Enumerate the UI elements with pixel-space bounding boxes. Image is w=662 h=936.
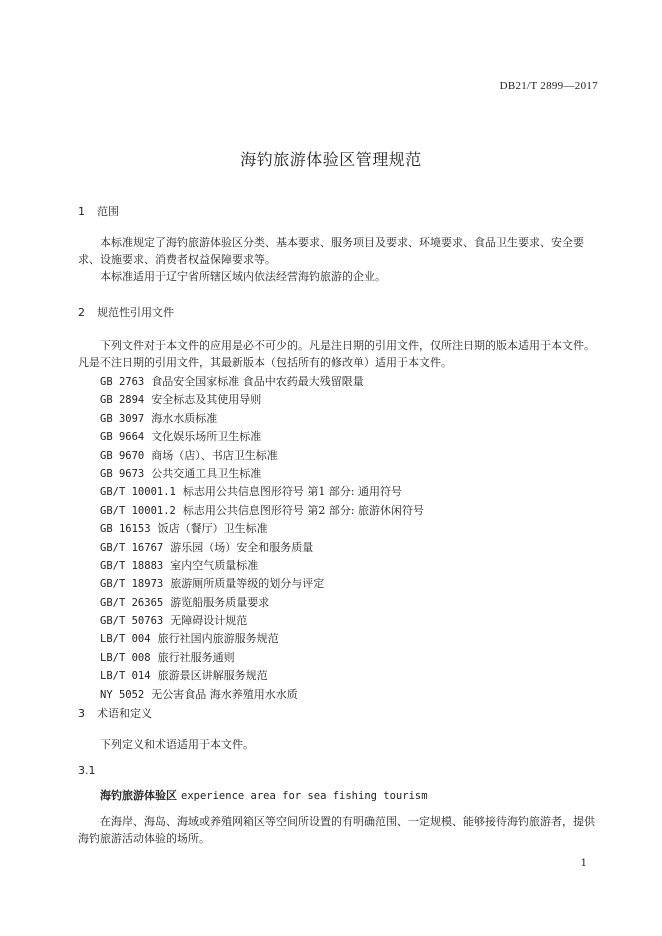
section-1-heading xyxy=(78,203,119,219)
section-1-paragraph-1: 本标准规定了海钓旅游体验区分类、基本要求、服务项目及要求、环境要求、食品卫生要求、安全要求、设施要求、消费者权益保障要求等。 xyxy=(78,236,584,266)
reference-code: GB 2763 xyxy=(100,376,145,388)
section-3-intro: 下列定义和术语适用于本文件。 xyxy=(100,738,254,751)
reference-code: GB 16153 xyxy=(100,523,151,536)
section-number: 1 xyxy=(78,205,85,218)
reference-code: GB/T 16767 xyxy=(100,541,164,554)
reference-title: 文化娱乐场所卫生标准 xyxy=(151,430,262,444)
reference-code: GB 9670 xyxy=(100,449,145,462)
reference-list xyxy=(100,373,424,704)
reference-item xyxy=(100,667,424,685)
section-title: 范围 xyxy=(97,205,119,218)
reference-item xyxy=(100,575,424,593)
section-number: 2 xyxy=(78,306,85,319)
reference-item xyxy=(100,391,424,409)
section-2-intro: 下列文件对于本文件的应用是必不可少的。凡是注日期的引用文件，仅所注日期的版本适用于本文件。凡是不注日期的引用文件，其最新版本（包括所有的修改单）适用于本文件。 xyxy=(78,339,595,369)
reference-item xyxy=(100,428,424,446)
reference-code: GB/T 10001.2 xyxy=(100,504,176,517)
section-2-heading xyxy=(78,304,174,320)
reference-title: 无障碍设计规范 xyxy=(170,614,248,628)
reference-title: 旅游厕所质量等级的划分与评定 xyxy=(170,577,325,591)
reference-title: 安全标志及其使用导则 xyxy=(151,393,262,407)
section-number: 3 xyxy=(78,707,85,720)
reference-title: 食品安全国家标准 食品中农药最大残留限量 xyxy=(151,375,364,388)
reference-title: 标志用公共信息图形符号 第1 部分: 通用符号 xyxy=(182,485,403,499)
reference-title: 旅行社国内旅游服务规范 xyxy=(157,632,279,646)
reference-code: LB/T 014 xyxy=(100,670,151,683)
reference-code: GB 9673 xyxy=(100,467,145,480)
reference-code: GB 3097 xyxy=(100,412,145,425)
section-3-heading xyxy=(78,705,152,721)
section-title: 术语和定义 xyxy=(97,707,152,720)
term-name-en: experience area for sea fishing tourism xyxy=(181,790,428,802)
reference-title: 商场（店）、书店卫生标准 xyxy=(151,448,278,462)
reference-item xyxy=(100,447,424,465)
reference-item xyxy=(100,649,424,667)
reference-title: 海水水质标准 xyxy=(151,411,218,425)
section-1-paragraph-2: 本标准适用于辽宁省所辖区域内依法经营海钓旅游的企业。 xyxy=(100,270,386,283)
reference-title: 游览船服务质量要求 xyxy=(170,595,270,609)
reference-code: NY 5052 xyxy=(100,688,145,701)
reference-code: GB/T 18973 xyxy=(100,578,164,591)
reference-item xyxy=(100,686,424,704)
section-title: 规范性引用文件 xyxy=(97,306,174,319)
reference-title: 游乐园（场）安全和服务质量 xyxy=(170,540,314,554)
reference-code: LB/T 004 xyxy=(100,633,151,646)
reference-code: LB/T 008 xyxy=(100,651,151,664)
term-definition: 在海岸、海岛、海域或养殖网箱区等空间所设置的有明确范围、一定规模、能够接待海钓旅游者，提供海钓旅游活动体验的场所。 xyxy=(78,815,595,845)
standard-code: DB21/T 2899—2017 xyxy=(499,80,598,92)
reference-title: 室内空气质量标准 xyxy=(170,558,259,572)
reference-title: 标志用公共信息图形符号 第2 部分: 旅游休闲符号 xyxy=(182,503,425,517)
page-number: 1 xyxy=(580,858,587,869)
reference-title: 公共交通工具卫生标准 xyxy=(151,466,262,480)
reference-code: GB/T 50763 xyxy=(100,615,164,628)
reference-item xyxy=(100,557,424,575)
reference-item xyxy=(100,612,424,630)
reference-code: GB/T 18883 xyxy=(100,559,164,572)
reference-title: 旅游景区讲解服务规范 xyxy=(157,669,268,683)
reference-code: GB/T 10001.1 xyxy=(100,486,176,499)
reference-code: GB/T 26365 xyxy=(100,596,164,609)
reference-item xyxy=(100,373,424,391)
reference-item xyxy=(100,520,424,538)
reference-code: GB 2894 xyxy=(100,394,145,407)
reference-code: GB 9664 xyxy=(100,431,145,444)
reference-item xyxy=(100,539,424,557)
reference-item xyxy=(100,594,424,612)
term-number: 3.1 xyxy=(78,764,96,777)
reference-title: 无公害食品 海水养殖用水水质 xyxy=(151,687,298,701)
term-name-zh: 海钓旅游体验区 xyxy=(100,789,177,802)
reference-title: 饭店（餐厅）卫生标准 xyxy=(157,522,268,536)
term-entry xyxy=(100,787,428,803)
document-title: 海钓旅游体验区管理规范 xyxy=(240,150,422,169)
reference-item xyxy=(100,410,424,428)
reference-item xyxy=(100,502,424,520)
reference-item xyxy=(100,465,424,483)
reference-item xyxy=(100,483,424,501)
reference-item xyxy=(100,630,424,648)
reference-title: 旅行社服务通则 xyxy=(157,650,235,664)
